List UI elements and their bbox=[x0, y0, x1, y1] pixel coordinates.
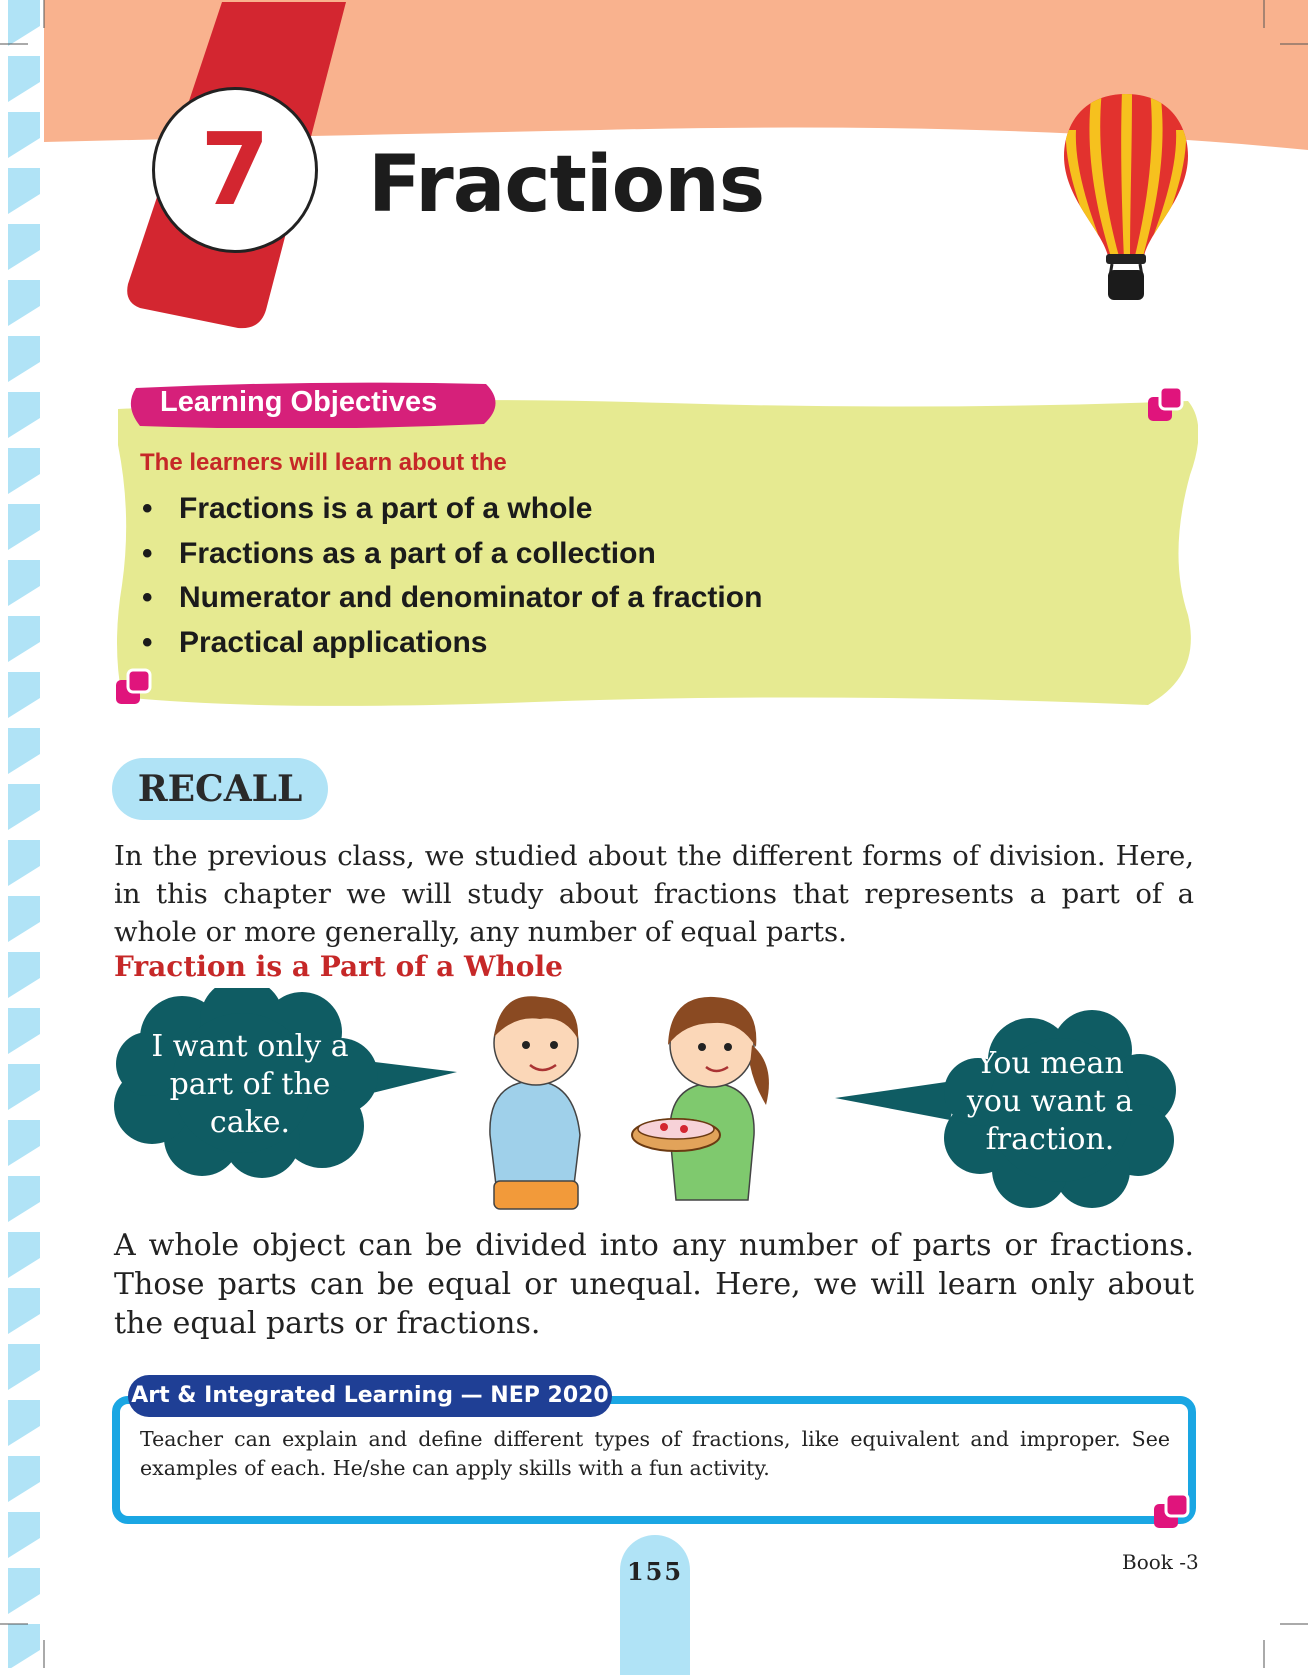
speech-bubble-left-text: I want only a part of the cake. bbox=[151, 1029, 349, 1140]
page-number: 155 bbox=[626, 1557, 684, 1586]
objectives-list bbox=[142, 487, 762, 665]
recall-label: RECALL bbox=[137, 768, 303, 810]
recall-paragraph: In the previous class, we studied about the different forms of division. Here, in this chapter we will study about fractions that represents a part of a whole or more generally, any number of equal parts. bbox=[114, 840, 1194, 948]
magenta-corner-decoration-icon bbox=[1152, 1492, 1192, 1532]
hot-air-balloon-icon bbox=[1062, 90, 1190, 302]
objective-item: • Practical applications bbox=[142, 625, 488, 659]
book-label: Book -3 bbox=[1122, 1550, 1199, 1574]
objective-item: • Fractions is a part of a whole bbox=[142, 492, 593, 525]
objective-item: • Fractions as a part of a collection bbox=[142, 536, 656, 570]
magenta-corner-decoration-icon bbox=[1146, 385, 1186, 425]
chapter-title: Fractions bbox=[368, 140, 765, 230]
objective-item: • Numerator and denominator of a fraction bbox=[142, 581, 763, 614]
objectives-intro: The learners will learn about the bbox=[140, 449, 507, 476]
left-margin-stripes bbox=[0, 0, 44, 1668]
section-heading: Fraction is a Part of a Whole bbox=[114, 950, 563, 983]
nep-text: Teacher can explain and define different types of fractions, like equivalent and improper. See examples of each. He/she can apply skills with a fun activity. bbox=[140, 1427, 1170, 1480]
objectives-tab-label: Learning Objectives bbox=[160, 386, 438, 418]
nep-tab-label: Art & Integrated Learning — NEP 2020 bbox=[131, 1383, 609, 1408]
magenta-corner-decoration-icon bbox=[114, 668, 154, 708]
whole-paragraph: A whole object can be divided into any number of parts or fractions. Those parts can be equal or unequal. Here, we will learn only about the equal parts or fractions. bbox=[114, 1228, 1194, 1341]
speech-bubble-right-text: You mean you want a fraction. bbox=[966, 1046, 1134, 1157]
children-cake-illustration bbox=[470, 985, 810, 1210]
page-number-tab bbox=[620, 1535, 690, 1675]
chapter-number: 7 bbox=[200, 111, 270, 228]
